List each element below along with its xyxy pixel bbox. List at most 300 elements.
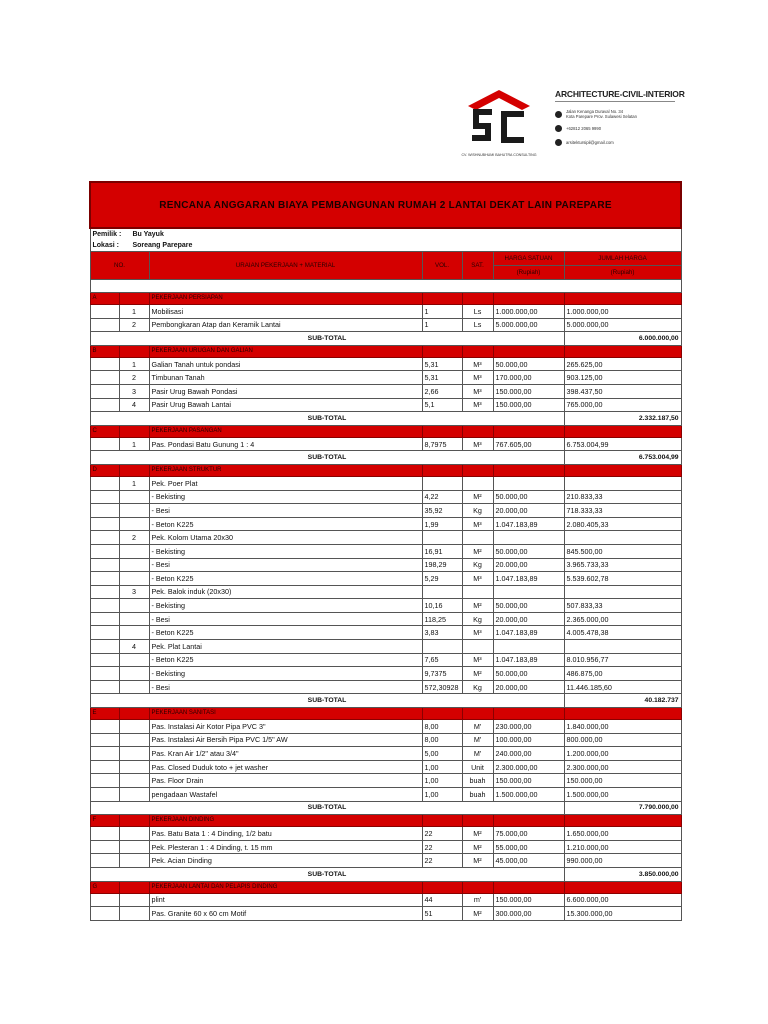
row-volume: 5,31	[422, 371, 462, 385]
row-code	[90, 599, 119, 613]
row-description: - Beton K225	[149, 572, 422, 586]
row-number	[119, 490, 149, 504]
row-volume: 9,7375	[422, 667, 462, 681]
subtotal-row	[90, 332, 681, 346]
section-header-row	[90, 815, 681, 827]
row-total: 990.000,00	[564, 854, 681, 868]
section-code: G	[90, 881, 119, 893]
section-code: C	[90, 425, 119, 437]
section-total	[564, 293, 681, 305]
row-description: Pek. Plat Lantai	[149, 640, 422, 654]
table-row	[90, 907, 681, 921]
header-vol: VOL.	[422, 252, 462, 280]
row-code	[90, 585, 119, 599]
budget-table	[89, 181, 682, 921]
row-description: Pek. Balok induk (20x30)	[149, 585, 422, 599]
table-row	[90, 680, 681, 694]
row-description: Pas. Closed Duduk toto + jet washer	[149, 760, 422, 774]
section-header-row	[90, 425, 681, 437]
document-title-row	[90, 182, 681, 228]
table-row	[90, 733, 681, 747]
location-value: Soreang Parepare	[132, 242, 193, 249]
row-number	[119, 667, 149, 681]
row-total: 398.437,50	[564, 384, 681, 398]
row-unit-price: 100.000,00	[493, 733, 564, 747]
table-row	[90, 774, 681, 788]
row-code	[90, 840, 119, 854]
row-description: Pas. Pondasi Batu Gunung 1 : 4	[149, 437, 422, 451]
row-description: Pas. Granite 60 x 60 cm Motif	[149, 907, 422, 921]
company-logo	[452, 82, 547, 164]
row-unit: M³	[462, 517, 493, 531]
row-unit: M³	[462, 398, 493, 412]
table-row	[90, 640, 681, 654]
row-total: 800.000,00	[564, 733, 681, 747]
location-row	[90, 240, 681, 252]
row-total: 15.300.000,00	[564, 907, 681, 921]
section-total	[564, 815, 681, 827]
section-price	[493, 881, 564, 893]
subtotal-row	[90, 451, 681, 465]
section-sat	[462, 293, 493, 305]
row-volume	[422, 531, 462, 545]
company-phone: +62812 2065 9990	[555, 125, 601, 132]
table-row	[90, 572, 681, 586]
row-volume: 16,91	[422, 544, 462, 558]
section-spacer	[119, 293, 149, 305]
row-unit-price	[493, 585, 564, 599]
row-code	[90, 384, 119, 398]
row-unit: M'	[462, 733, 493, 747]
row-unit	[462, 531, 493, 545]
row-number	[119, 572, 149, 586]
row-volume: 198,29	[422, 558, 462, 572]
table-row	[90, 357, 681, 371]
row-description: Pasir Urug Bawah Lantai	[149, 398, 422, 412]
section-name: PEKERJAAN PERSIAPAN	[149, 293, 422, 305]
section-sat	[462, 345, 493, 357]
row-description: Pek. Plesteran 1 : 4 Dinding, t. 15 mm	[149, 840, 422, 854]
subtotal-row	[90, 801, 681, 815]
owner-value: Bu Yayuk	[132, 231, 164, 238]
row-total	[564, 476, 681, 490]
row-code	[90, 907, 119, 921]
row-description: - Besi	[149, 504, 422, 518]
row-description: Pek. Acian Dinding	[149, 854, 422, 868]
section-vol	[422, 708, 462, 720]
row-unit-price: 1.500.000,00	[493, 788, 564, 802]
header-row	[90, 252, 681, 266]
section-code: B	[90, 345, 119, 357]
row-code	[90, 318, 119, 332]
row-total: 4.005.478,38	[564, 626, 681, 640]
row-unit-price: 150.000,00	[493, 774, 564, 788]
row-description: Pas. Instalasi Air Kotor Pipa PVC 3"	[149, 720, 422, 734]
row-number	[119, 733, 149, 747]
row-code	[90, 747, 119, 761]
row-unit-price: 20.000,00	[493, 680, 564, 694]
row-total: 150.000,00	[564, 774, 681, 788]
row-unit-price: 150.000,00	[493, 893, 564, 907]
subtotal-label: SUB-TOTAL	[90, 694, 564, 708]
table-row	[90, 398, 681, 412]
row-number: 2	[119, 318, 149, 332]
row-number: 4	[119, 398, 149, 412]
row-unit: M²	[462, 854, 493, 868]
row-number: 1	[119, 305, 149, 319]
row-volume: 1	[422, 305, 462, 319]
row-number: 1	[119, 357, 149, 371]
row-unit-price: 5.000.000,00	[493, 318, 564, 332]
row-volume: 8,7975	[422, 437, 462, 451]
subtotal-label: SUB-TOTAL	[90, 332, 564, 346]
row-unit-price: 1.047.183,89	[493, 653, 564, 667]
row-description: - Besi	[149, 680, 422, 694]
section-spacer	[119, 345, 149, 357]
table-row	[90, 371, 681, 385]
row-description: Pas. Batu Bata 1 : 4 Dinding, 1/2 batu	[149, 827, 422, 841]
row-description: - Beton K225	[149, 653, 422, 667]
row-unit-price	[493, 640, 564, 654]
section-total	[564, 464, 681, 476]
phone-icon	[555, 125, 562, 132]
row-description: Galian Tanah untuk pondasi	[149, 357, 422, 371]
row-number: 4	[119, 640, 149, 654]
subtotal-value: 6.000.000,00	[564, 332, 681, 346]
row-volume: 44	[422, 893, 462, 907]
row-code	[90, 774, 119, 788]
row-number	[119, 788, 149, 802]
row-total: 903.125,00	[564, 371, 681, 385]
row-total: 3.965.733,33	[564, 558, 681, 572]
table-row	[90, 585, 681, 599]
row-number	[119, 558, 149, 572]
table-row	[90, 893, 681, 907]
row-code	[90, 531, 119, 545]
row-number: 1	[119, 437, 149, 451]
row-volume: 22	[422, 827, 462, 841]
row-description: - Bekisting	[149, 544, 422, 558]
row-volume: 35,92	[422, 504, 462, 518]
row-number: 1	[119, 476, 149, 490]
row-unit: M³	[462, 384, 493, 398]
row-code	[90, 640, 119, 654]
row-code	[90, 490, 119, 504]
row-code	[90, 720, 119, 734]
table-row	[90, 612, 681, 626]
section-vol	[422, 881, 462, 893]
row-number: 3	[119, 384, 149, 398]
row-volume: 8,00	[422, 733, 462, 747]
table-row	[90, 504, 681, 518]
row-code	[90, 357, 119, 371]
row-description: Timbunan Tanah	[149, 371, 422, 385]
subtotal-value: 2.332.187,50	[564, 412, 681, 426]
section-header-row	[90, 464, 681, 476]
row-unit: m'	[462, 893, 493, 907]
row-number	[119, 504, 149, 518]
row-total: 5.539.602,78	[564, 572, 681, 586]
section-vol	[422, 425, 462, 437]
section-sat	[462, 815, 493, 827]
table-row	[90, 318, 681, 332]
row-unit: M³	[462, 357, 493, 371]
row-total: 6.753.004,99	[564, 437, 681, 451]
table-row	[90, 626, 681, 640]
row-description: - Bekisting	[149, 667, 422, 681]
section-spacer	[119, 708, 149, 720]
row-unit: M³	[462, 572, 493, 586]
header-rupiah-2: (Rupiah)	[564, 266, 681, 280]
section-price	[493, 464, 564, 476]
row-unit	[462, 640, 493, 654]
header-uraian: URAIAN PEKERJAAN + MATERIAL	[149, 252, 422, 280]
row-total: 1.000.000,00	[564, 305, 681, 319]
table-row	[90, 840, 681, 854]
row-number	[119, 760, 149, 774]
row-unit: Unit	[462, 760, 493, 774]
row-code	[90, 653, 119, 667]
row-unit-price: 240.000,00	[493, 747, 564, 761]
owner-row	[90, 228, 681, 240]
subtotal-label: SUB-TOTAL	[90, 867, 564, 881]
row-number	[119, 893, 149, 907]
row-volume: 1,99	[422, 517, 462, 531]
row-volume: 118,25	[422, 612, 462, 626]
row-volume: 5,31	[422, 357, 462, 371]
row-total: 486.875,00	[564, 667, 681, 681]
header-rupiah-1: (Rupiah)	[493, 266, 564, 280]
spacer-row	[90, 280, 681, 293]
document-title: RENCANA ANGGARAN BIAYA PEMBANGUNAN RUMAH 2 LANTAI DEKAT LAIN PAREPARE	[90, 182, 681, 228]
row-code	[90, 667, 119, 681]
row-volume: 22	[422, 840, 462, 854]
row-unit-price: 170.000,00	[493, 371, 564, 385]
section-header-row	[90, 345, 681, 357]
row-volume: 1	[422, 318, 462, 332]
section-header-row	[90, 293, 681, 305]
row-unit: Kg	[462, 558, 493, 572]
subtotal-value: 7.790.000,00	[564, 801, 681, 815]
section-total	[564, 345, 681, 357]
row-volume	[422, 476, 462, 490]
row-unit-price	[493, 476, 564, 490]
row-volume: 1,00	[422, 760, 462, 774]
section-header-row	[90, 708, 681, 720]
row-description: - Beton K225	[149, 626, 422, 640]
subtotal-row	[90, 412, 681, 426]
subtotal-value: 3.850.000,00	[564, 867, 681, 881]
row-unit-price: 50.000,00	[493, 599, 564, 613]
row-unit-price: 50.000,00	[493, 667, 564, 681]
row-description: Pasir Urug Bawah Pondasi	[149, 384, 422, 398]
row-total: 6.600.000,00	[564, 893, 681, 907]
row-volume: 5,00	[422, 747, 462, 761]
owner-label: Pemilik :	[92, 231, 122, 238]
row-unit	[462, 585, 493, 599]
table-row	[90, 827, 681, 841]
company-letterhead	[452, 82, 685, 164]
subtotal-value: 6.753.004,99	[564, 451, 681, 465]
row-code	[90, 476, 119, 490]
row-total: 2.080.405,33	[564, 517, 681, 531]
section-price	[493, 815, 564, 827]
section-total	[564, 708, 681, 720]
company-title: ARCHITECTURE-CIVIL-INTERIOR	[555, 89, 685, 99]
section-spacer	[119, 425, 149, 437]
row-total: 1.840.000,00	[564, 720, 681, 734]
row-total: 845.500,00	[564, 544, 681, 558]
subtotal-value: 40.182.737	[564, 694, 681, 708]
row-description: Pas. Instalasi Air Bersih Pipa PVC 1/5" AW	[149, 733, 422, 747]
subtotal-label: SUB-TOTAL	[90, 412, 564, 426]
row-code	[90, 558, 119, 572]
row-description: Pek. Kolom Utama 20x30	[149, 531, 422, 545]
section-price	[493, 425, 564, 437]
location-pin-icon	[555, 111, 562, 118]
table-row	[90, 854, 681, 868]
row-unit-price: 1.047.183,89	[493, 626, 564, 640]
section-spacer	[119, 815, 149, 827]
row-unit-price: 20.000,00	[493, 558, 564, 572]
header-harga-satuan: HARGA SATUAN	[493, 252, 564, 266]
table-row	[90, 476, 681, 490]
table-row	[90, 653, 681, 667]
table-row	[90, 531, 681, 545]
row-unit-price: 300.000,00	[493, 907, 564, 921]
row-unit: M³	[462, 437, 493, 451]
row-code	[90, 371, 119, 385]
section-code: A	[90, 293, 119, 305]
row-unit: Ls	[462, 318, 493, 332]
row-number	[119, 774, 149, 788]
company-caption: CV. WISHNUBHUMI BAHUTRA CONSULTING	[461, 153, 537, 157]
row-unit-price: 75.000,00	[493, 827, 564, 841]
section-code: D	[90, 464, 119, 476]
row-code	[90, 398, 119, 412]
row-unit: buah	[462, 774, 493, 788]
row-volume: 51	[422, 907, 462, 921]
row-unit: M'	[462, 720, 493, 734]
row-volume: 7,65	[422, 653, 462, 667]
section-name: PEKERJAAN LANTAI DAN PELAPIS DINDING	[149, 881, 422, 893]
row-code	[90, 626, 119, 640]
row-volume	[422, 585, 462, 599]
row-unit-price: 150.000,00	[493, 398, 564, 412]
location-label: Lokasi :	[92, 242, 119, 249]
row-total: 718.333,33	[564, 504, 681, 518]
row-unit: M²	[462, 840, 493, 854]
row-code	[90, 680, 119, 694]
row-unit-price: 20.000,00	[493, 504, 564, 518]
row-unit-price: 1.000.000,00	[493, 305, 564, 319]
row-unit-price: 45.000,00	[493, 854, 564, 868]
table-row	[90, 747, 681, 761]
row-number	[119, 653, 149, 667]
row-unit: Ls	[462, 305, 493, 319]
row-unit: M²	[462, 490, 493, 504]
section-header-row	[90, 881, 681, 893]
row-unit: M³	[462, 626, 493, 640]
row-unit-price: 2.300.000,00	[493, 760, 564, 774]
section-name: PEKERJAAN URUGAN DAN GALIAN	[149, 345, 422, 357]
row-unit: Kg	[462, 504, 493, 518]
row-unit-price: 767.605,00	[493, 437, 564, 451]
section-code: F	[90, 815, 119, 827]
row-total: 210.833,33	[564, 490, 681, 504]
table-row	[90, 437, 681, 451]
row-number	[119, 612, 149, 626]
section-price	[493, 293, 564, 305]
row-code	[90, 760, 119, 774]
row-volume: 1,00	[422, 774, 462, 788]
row-total	[564, 531, 681, 545]
row-number	[119, 599, 149, 613]
section-sat	[462, 708, 493, 720]
row-volume: 4,22	[422, 490, 462, 504]
row-code	[90, 854, 119, 868]
row-code	[90, 517, 119, 531]
row-description: Pek. Poer Plat	[149, 476, 422, 490]
row-volume: 8,00	[422, 720, 462, 734]
section-total	[564, 425, 681, 437]
row-number	[119, 544, 149, 558]
section-name: PEKERJAAN DINDING	[149, 815, 422, 827]
row-number	[119, 747, 149, 761]
header-jumlah-harga: JUMLAH HARGA	[564, 252, 681, 266]
row-unit: buah	[462, 788, 493, 802]
section-vol	[422, 345, 462, 357]
row-number	[119, 517, 149, 531]
row-total: 1.200.000,00	[564, 747, 681, 761]
row-total	[564, 585, 681, 599]
row-code	[90, 827, 119, 841]
row-number	[119, 680, 149, 694]
row-code	[90, 544, 119, 558]
row-unit: M²	[462, 667, 493, 681]
row-number: 2	[119, 371, 149, 385]
row-number	[119, 720, 149, 734]
row-total: 1.210.000,00	[564, 840, 681, 854]
section-total	[564, 881, 681, 893]
row-number	[119, 840, 149, 854]
row-unit-price: 50.000,00	[493, 490, 564, 504]
row-number	[119, 854, 149, 868]
table-row	[90, 558, 681, 572]
section-spacer	[119, 464, 149, 476]
section-name: PEKERJAAN STRUKTUR	[149, 464, 422, 476]
row-unit: M²	[462, 544, 493, 558]
row-unit-price: 50.000,00	[493, 544, 564, 558]
row-total: 1.650.000,00	[564, 827, 681, 841]
row-number	[119, 626, 149, 640]
row-number	[119, 907, 149, 921]
table-row	[90, 490, 681, 504]
row-code	[90, 305, 119, 319]
row-total: 2.365.000,00	[564, 612, 681, 626]
row-unit-price: 230.000,00	[493, 720, 564, 734]
section-sat	[462, 425, 493, 437]
row-description: - Beton K225	[149, 517, 422, 531]
table-row	[90, 517, 681, 531]
section-spacer	[119, 881, 149, 893]
row-unit	[462, 476, 493, 490]
row-description: - Besi	[149, 612, 422, 626]
header-sat: SAT.	[462, 252, 493, 280]
table-row	[90, 599, 681, 613]
section-name: PEKERJAAN SANITASI	[149, 708, 422, 720]
row-volume	[422, 640, 462, 654]
